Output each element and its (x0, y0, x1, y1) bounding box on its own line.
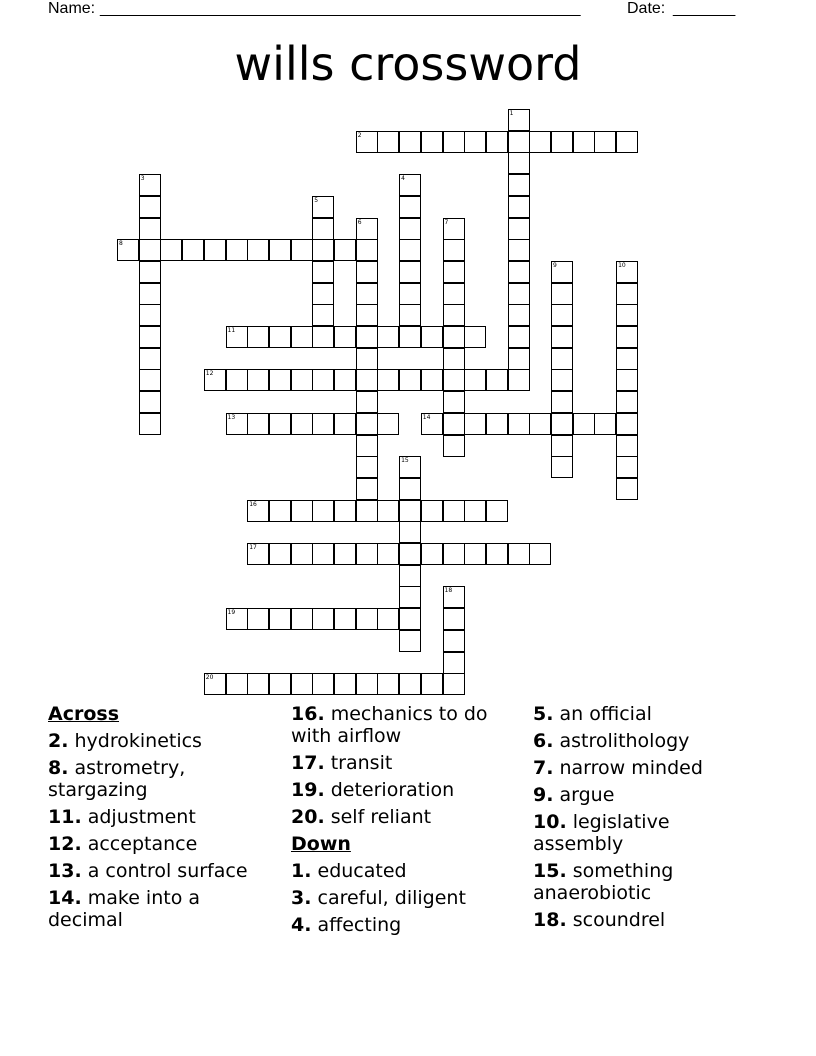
grid-cell[interactable] (486, 131, 508, 153)
grid-cell[interactable] (508, 326, 530, 348)
grid-cell[interactable] (399, 131, 421, 153)
grid-cell[interactable] (464, 369, 486, 391)
grid-cell[interactable] (443, 500, 465, 522)
cell-number: 16 (249, 500, 257, 508)
grid-cell[interactable] (377, 500, 399, 522)
grid-cell[interactable] (616, 435, 638, 457)
clue-down-15: 15. something anaerobiotic (533, 860, 674, 904)
grid-cell[interactable] (443, 239, 465, 261)
grid-cell[interactable] (356, 478, 378, 500)
grid-cell[interactable] (399, 630, 421, 652)
grid-cell[interactable] (377, 543, 399, 565)
cell-number: 20 (205, 674, 214, 682)
grid-cell[interactable] (529, 543, 551, 565)
grid-cell[interactable] (139, 239, 161, 261)
grid-cell[interactable] (312, 304, 334, 326)
grid-cell[interactable] (594, 413, 616, 435)
grid-cell[interactable] (464, 326, 486, 348)
grid-cell[interactable] (443, 218, 465, 240)
grid-cell[interactable] (443, 304, 465, 326)
cell-number: 8 (119, 240, 123, 248)
grid-cell[interactable] (399, 608, 421, 630)
grid-cell[interactable] (399, 543, 421, 565)
grid-cell[interactable] (421, 413, 443, 435)
grid-cell[interactable] (443, 283, 465, 305)
grid-cell[interactable] (421, 543, 443, 565)
grid-cell[interactable] (356, 456, 378, 478)
grid-cell[interactable] (226, 326, 248, 348)
cell-number: 15 (401, 457, 409, 465)
grid-cell[interactable] (356, 218, 378, 240)
grid-cell[interactable] (312, 239, 334, 261)
grid-cell[interactable] (464, 543, 486, 565)
clue-down-10: 10. legislative assembly (533, 811, 670, 855)
grid-cell[interactable] (399, 196, 421, 218)
grid-cell[interactable] (443, 608, 465, 630)
grid-cell[interactable] (182, 239, 204, 261)
grid-cell[interactable] (399, 239, 421, 261)
grid-cell[interactable] (594, 131, 616, 153)
grid-cell[interactable] (269, 239, 291, 261)
grid-cell[interactable] (551, 304, 573, 326)
grid-cell[interactable] (529, 131, 551, 153)
cell-number: 6 (357, 218, 362, 226)
grid-cell[interactable] (334, 239, 356, 261)
grid-cell[interactable] (356, 348, 378, 370)
grid-cell[interactable] (399, 174, 421, 196)
grid-cell[interactable] (551, 348, 573, 370)
name-label: Name: (48, 0, 96, 17)
grid-cell[interactable] (312, 673, 334, 695)
grid-cell[interactable] (551, 131, 573, 153)
grid-cell[interactable] (356, 239, 378, 261)
grid-cell[interactable] (334, 500, 356, 522)
grid-cell[interactable] (551, 283, 573, 305)
cell-number: 12 (205, 370, 214, 378)
grid-cell[interactable] (399, 586, 421, 608)
clue-down-6: 6. astrolithology (533, 730, 690, 752)
clue-across-11: 11. adjustment (48, 806, 196, 828)
clue-down-7: 7. narrow minded (533, 757, 703, 779)
across-heading: Across (48, 703, 120, 725)
grid-cell[interactable] (269, 326, 291, 348)
grid-cell[interactable] (204, 369, 226, 391)
grid-cell[interactable] (139, 196, 161, 218)
grid-cell[interactable] (356, 413, 378, 435)
grid-cell[interactable] (508, 369, 530, 391)
grid-cell[interactable] (247, 543, 269, 565)
grid-cell[interactable] (443, 673, 465, 695)
grid-cell[interactable] (334, 673, 356, 695)
grid-cell[interactable] (139, 369, 161, 391)
grid-cell[interactable] (334, 326, 356, 348)
grid-cell[interactable] (117, 239, 139, 261)
grid-cell[interactable] (356, 131, 378, 153)
grid-cell[interactable] (291, 326, 313, 348)
cell-number: 4 (401, 175, 405, 183)
grid-cell[interactable] (139, 283, 161, 305)
grid-cell[interactable] (616, 369, 638, 391)
grid-cell[interactable] (486, 500, 508, 522)
cell-number: 5 (314, 196, 319, 204)
clue-across-14: 14. make into a decimal (48, 887, 201, 931)
grid-cell[interactable] (443, 586, 465, 608)
grid-cell[interactable] (356, 500, 378, 522)
name-line[interactable]: ______________________________________________________ (100, 0, 581, 17)
clue-across-12: 12. acceptance (48, 833, 198, 855)
grid-cell[interactable] (508, 218, 530, 240)
grid-cell[interactable] (247, 500, 269, 522)
grid-cell[interactable] (551, 261, 573, 283)
grid-cell[interactable] (486, 543, 508, 565)
clue-down-4: 4. affecting (291, 914, 402, 936)
grid-cell[interactable] (399, 369, 421, 391)
grid-cell[interactable] (269, 673, 291, 695)
grid-cell[interactable] (399, 521, 421, 543)
clue-down-9: 9. argue (533, 784, 615, 806)
grid-cell[interactable] (508, 239, 530, 261)
grid-cell[interactable] (312, 413, 334, 435)
clues-column-2 (291, 703, 519, 941)
page-title: wills crossword (234, 37, 582, 91)
date-label: Date: (627, 0, 666, 17)
grid-cell[interactable] (616, 283, 638, 305)
grid-cell[interactable] (312, 608, 334, 630)
grid-cell[interactable] (139, 218, 161, 240)
grid-cell[interactable] (291, 500, 313, 522)
grid-cell[interactable] (160, 239, 182, 261)
grid-cell[interactable] (291, 239, 313, 261)
cell-number: 9 (553, 261, 557, 269)
grid-cell[interactable] (399, 673, 421, 695)
grid-cell[interactable] (269, 369, 291, 391)
cell-number: 2 (357, 131, 362, 139)
grid-cell[interactable] (508, 152, 530, 174)
grid-cell[interactable] (443, 630, 465, 652)
grid-cell[interactable] (443, 391, 465, 413)
grid-cell[interactable] (377, 608, 399, 630)
grid-cell[interactable] (139, 174, 161, 196)
grid-cell[interactable] (508, 283, 530, 305)
cell-number: 11 (227, 327, 236, 334)
clue-across-8: 8. astrometry, stargazing (48, 757, 186, 801)
grid-cell[interactable] (551, 413, 573, 435)
grid-cell[interactable] (508, 131, 530, 153)
grid-cell[interactable] (421, 500, 443, 522)
grid-cell[interactable] (399, 565, 421, 587)
grid-cell[interactable] (421, 326, 443, 348)
grid-cell[interactable] (508, 196, 530, 218)
grid-cell[interactable] (204, 673, 226, 695)
clue-across-17: 17. transit (291, 752, 393, 774)
grid-cell[interactable] (139, 326, 161, 348)
clue-down-3: 3. careful, diligent (291, 887, 466, 909)
cell-number: 19 (227, 609, 236, 617)
grid-cell[interactable] (312, 261, 334, 283)
grid-cell[interactable] (226, 239, 248, 261)
grid-cell[interactable] (443, 435, 465, 457)
grid-cell[interactable] (486, 369, 508, 391)
grid-cell[interactable] (616, 391, 638, 413)
grid-cell[interactable] (356, 369, 378, 391)
clue-down-18: 18. scoundrel (533, 909, 666, 931)
grid-cell[interactable] (551, 391, 573, 413)
grid-cell[interactable] (421, 673, 443, 695)
cell-number: 14 (422, 413, 431, 421)
date-line[interactable]: _______ (673, 0, 736, 17)
grid-cell[interactable] (356, 261, 378, 283)
cell-number: 1 (509, 110, 514, 117)
grid-cell[interactable] (312, 326, 334, 348)
across-clues-column-1 (48, 703, 278, 936)
grid-cell[interactable] (356, 283, 378, 305)
grid-cell[interactable] (269, 608, 291, 630)
grid-cell[interactable] (247, 413, 269, 435)
grid-cell[interactable] (508, 109, 530, 131)
grid-cell[interactable] (291, 369, 313, 391)
grid-cell[interactable] (399, 500, 421, 522)
grid-cell[interactable] (464, 413, 486, 435)
grid-cell[interactable] (312, 283, 334, 305)
clue-across-20: 20. self reliant (291, 806, 432, 828)
grid-cell[interactable] (377, 326, 399, 348)
grid-cell[interactable] (226, 369, 248, 391)
grid-cell[interactable] (508, 304, 530, 326)
grid-cell[interactable] (573, 413, 595, 435)
grid-cell[interactable] (616, 478, 638, 500)
grid-cell[interactable] (399, 261, 421, 283)
grid-cell[interactable] (464, 131, 486, 153)
grid-cell[interactable] (334, 413, 356, 435)
grid-cell[interactable] (529, 413, 551, 435)
grid-cell[interactable] (573, 131, 595, 153)
grid-cell[interactable] (139, 304, 161, 326)
cell-number: 3 (140, 175, 145, 183)
grid-cell[interactable] (616, 348, 638, 370)
grid-cell[interactable] (443, 369, 465, 391)
grid-cell[interactable] (356, 673, 378, 695)
grid-cell[interactable] (399, 326, 421, 348)
clue-across-2: 2. hydrokinetics (48, 730, 202, 752)
down-heading: Down (291, 833, 351, 855)
grid-cell[interactable] (356, 608, 378, 630)
grid-cell[interactable] (312, 218, 334, 240)
grid-cell[interactable] (508, 174, 530, 196)
grid-cell[interactable] (204, 239, 226, 261)
cell-number: 13 (227, 413, 236, 421)
cell-number: 17 (249, 544, 257, 551)
grid-cell[interactable] (551, 369, 573, 391)
grid-cell[interactable] (399, 218, 421, 240)
grid-cell[interactable] (226, 673, 248, 695)
clue-down-5: 5. an official (533, 703, 652, 725)
grid-cell[interactable] (291, 673, 313, 695)
grid-cell[interactable] (269, 500, 291, 522)
grid-cell[interactable] (443, 326, 465, 348)
clue-across-19: 19. deterioration (291, 779, 455, 801)
grid-cell[interactable] (356, 435, 378, 457)
grid-cell[interactable] (334, 608, 356, 630)
grid-cell[interactable] (508, 261, 530, 283)
grid-cell[interactable] (377, 673, 399, 695)
grid-cell[interactable] (508, 543, 530, 565)
grid-cell[interactable] (421, 131, 443, 153)
grid-cell[interactable] (247, 608, 269, 630)
grid-cell[interactable] (508, 413, 530, 435)
grid-cell[interactable] (616, 304, 638, 326)
cell-number: 18 (444, 587, 453, 595)
grid-cell[interactable] (312, 369, 334, 391)
grid-cell[interactable] (377, 413, 399, 435)
grid-cell[interactable] (551, 326, 573, 348)
grid-cell[interactable] (226, 413, 248, 435)
grid-cell[interactable] (443, 348, 465, 370)
grid-cell[interactable] (247, 369, 269, 391)
grid-cell[interactable] (421, 369, 443, 391)
grid-cell[interactable] (356, 326, 378, 348)
grid-cell[interactable] (356, 391, 378, 413)
grid-cell[interactable] (312, 500, 334, 522)
grid-cell[interactable] (334, 369, 356, 391)
grid-cell[interactable] (247, 326, 269, 348)
grid-cell[interactable] (616, 413, 638, 435)
grid-cell[interactable] (247, 239, 269, 261)
grid-cell[interactable] (443, 652, 465, 674)
grid-cell[interactable] (139, 261, 161, 283)
grid-cell[interactable] (616, 261, 638, 283)
grid-cell[interactable] (291, 413, 313, 435)
grid-cell[interactable] (312, 196, 334, 218)
grid-cell[interactable] (334, 543, 356, 565)
grid-cell[interactable] (443, 413, 465, 435)
grid-cell[interactable] (356, 543, 378, 565)
cell-number: 7 (444, 218, 449, 226)
clue-down-1: 1. educated (291, 860, 407, 882)
grid-cell[interactable] (508, 348, 530, 370)
grid-cell[interactable] (356, 304, 378, 326)
grid-cell[interactable] (443, 261, 465, 283)
grid-cell[interactable] (269, 413, 291, 435)
grid-cell[interactable] (139, 391, 161, 413)
cell-number: 10 (618, 261, 626, 269)
grid-cell[interactable] (616, 131, 638, 153)
grid-cell[interactable] (616, 456, 638, 478)
grid-cell[interactable] (139, 413, 161, 435)
grid-cell[interactable] (226, 608, 248, 630)
header-row (48, 0, 748, 20)
grid-cell[interactable] (377, 131, 399, 153)
grid-cell[interactable] (464, 500, 486, 522)
grid-cell[interactable] (399, 304, 421, 326)
grid-cell[interactable] (551, 456, 573, 478)
clues-column-3 (533, 703, 763, 936)
grid-cell[interactable] (291, 608, 313, 630)
grid-cell[interactable] (616, 326, 638, 348)
clue-across-16: 16. mechanics to do with airflow (291, 703, 488, 747)
grid-cell[interactable] (443, 543, 465, 565)
clue-across-13: 13. a control surface (48, 860, 248, 882)
grid-cell[interactable] (551, 435, 573, 457)
grid-cell[interactable] (269, 543, 291, 565)
grid-cell[interactable] (443, 131, 465, 153)
grid-cell[interactable] (486, 413, 508, 435)
grid-cell[interactable] (139, 348, 161, 370)
grid-cell[interactable] (399, 456, 421, 478)
grid-cell[interactable] (399, 283, 421, 305)
grid-cell[interactable] (291, 543, 313, 565)
grid-cell[interactable] (247, 673, 269, 695)
grid-cell[interactable] (312, 543, 334, 565)
grid-cell[interactable] (377, 369, 399, 391)
grid-cell[interactable] (399, 478, 421, 500)
